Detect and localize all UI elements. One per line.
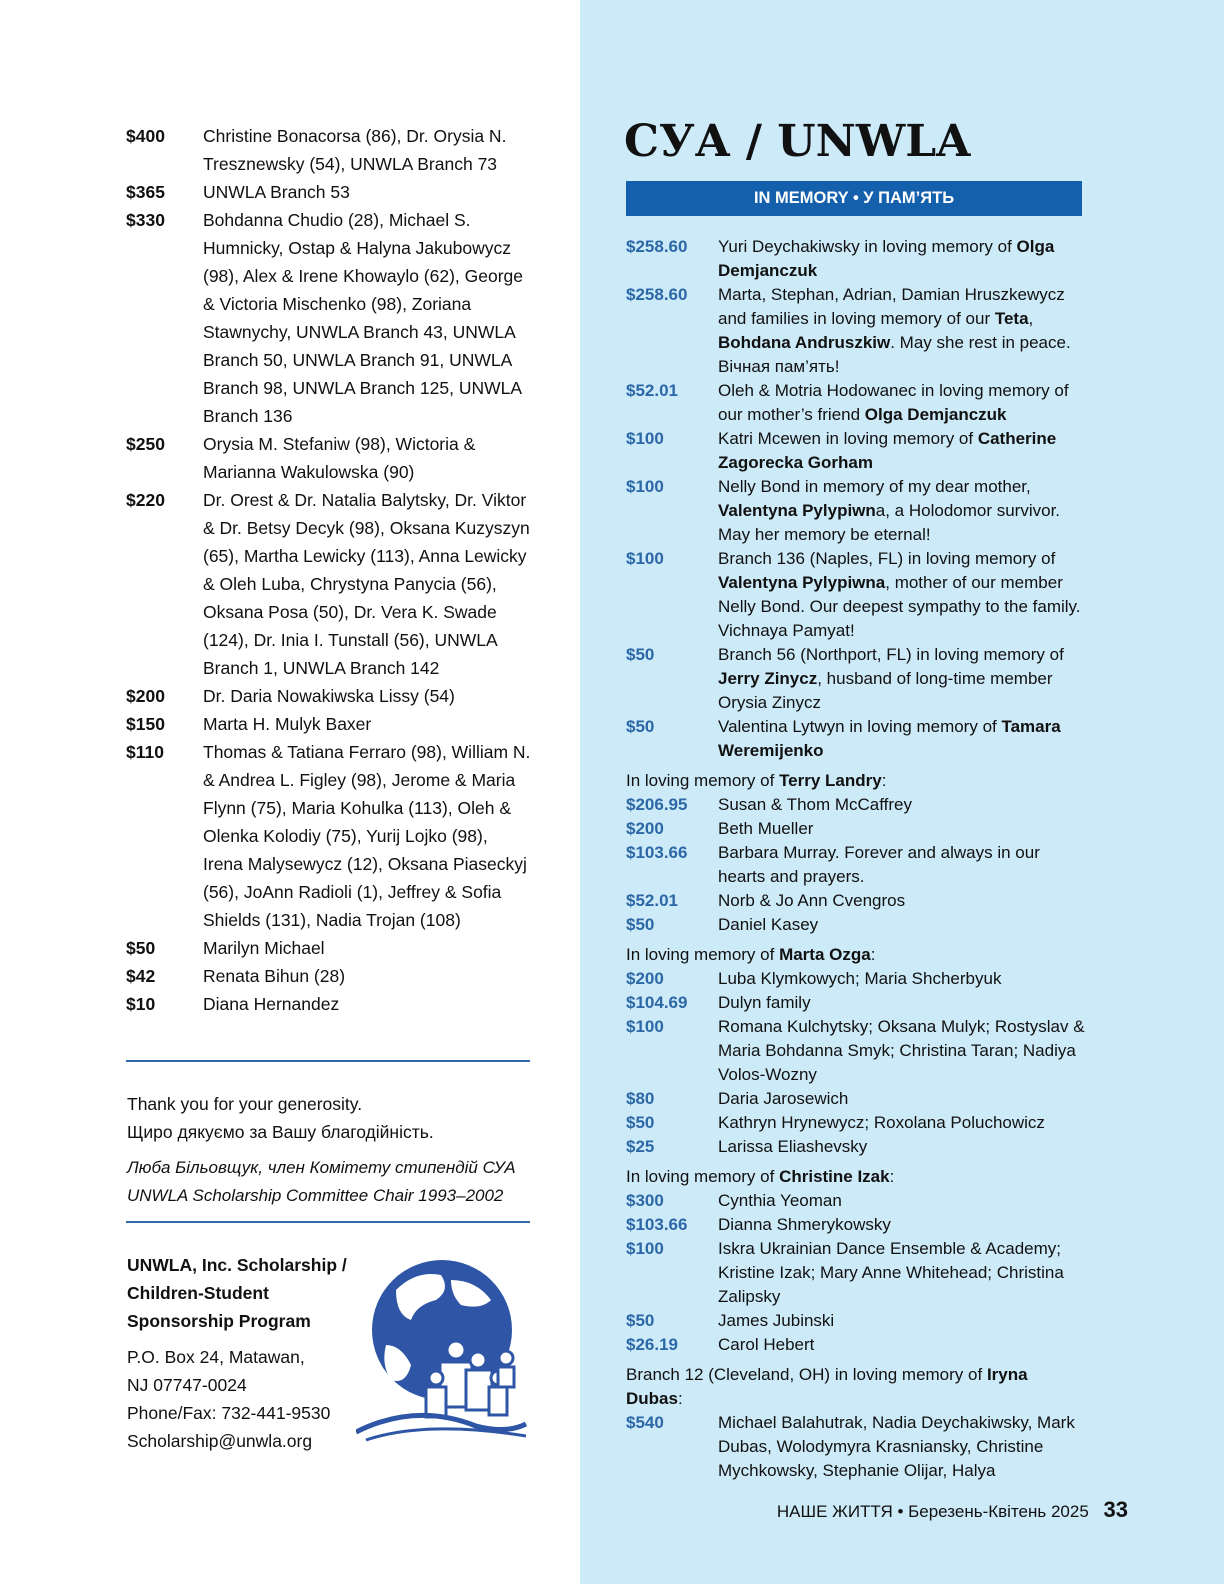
org-contact xyxy=(127,1251,367,1455)
group-honoree-name: Christine Izak xyxy=(779,1167,890,1186)
memorial-amount: $52.01 xyxy=(626,381,678,400)
memorial-text-part: Yuri Deychakiwsky in loving memory of xyxy=(718,237,1017,256)
org-address-2: NJ 07747-0024 xyxy=(127,1375,247,1395)
thanks-ua: Щиро дякуємо за Вашу благодійність. xyxy=(127,1122,434,1142)
group-names: Dulyn family xyxy=(718,993,811,1012)
group-header xyxy=(626,1363,1086,1411)
group-header xyxy=(626,769,1086,793)
group-names: Iskra Ukrainian Dance Ensemble & Academy; Kristine Izak; Mary Anne Whitehead; Christina Zalipsky xyxy=(718,1239,1064,1306)
memorial-row xyxy=(626,379,1086,427)
group-header-prefix: Branch 12 (Cleveland, OH) in loving memory of xyxy=(626,1365,987,1384)
group-honoree-name: Terry Landry xyxy=(779,771,882,790)
memorial-text xyxy=(718,427,1086,475)
group-amount: $540 xyxy=(626,1413,664,1432)
group-row xyxy=(626,913,1086,937)
donation-row xyxy=(126,430,531,486)
group-amount: $25 xyxy=(626,1137,655,1156)
group-header-prefix: In loving memory of xyxy=(626,945,780,964)
group-names: James Jubinski xyxy=(718,1311,835,1330)
page-footer xyxy=(777,1496,1128,1526)
group-row xyxy=(626,817,1086,841)
memorial-text xyxy=(718,475,1086,547)
memorial-text xyxy=(718,643,1086,715)
signature xyxy=(127,1154,547,1210)
memorial-text xyxy=(718,715,1086,763)
group-header xyxy=(626,943,1086,967)
honoree-name: Valentyna Pylypiwna xyxy=(718,573,886,592)
memorial-text-part: Katri Mcewen in loving memory of xyxy=(718,429,978,448)
memorial-row xyxy=(626,547,1086,643)
memorial-amount: $50 xyxy=(626,717,655,736)
donation-amount: $400 xyxy=(126,126,165,146)
group-names: Daria Jarosewich xyxy=(718,1089,849,1108)
donation-amount: $220 xyxy=(126,490,165,510)
donation-names: Bohdanna Chudio (28), Michael S. Humnicky, Ostap & Halyna Jakubowycz (98), Alex & Irene Khowaylo (62), George & Victoria Mischenko (98), Zoriana Stawnychy, UNWLA Branch 43, UNWLA Branch 50, UNWLA Branch 91, UNWLA Branch 98, UNWLA Branch 125, UNWLA Branch 136 xyxy=(203,210,524,426)
group-amount: $26.19 xyxy=(626,1335,678,1354)
group-amount: $100 xyxy=(626,1239,664,1258)
group-names: Romana Kulchytsky; Oksana Mulyk; Rostyslav & Maria Bohdanna Smyk; Christina Taran; Nadiya Volos-Wozny xyxy=(718,1017,1085,1084)
group-header-suffix: : xyxy=(881,771,887,790)
honoree-name: Jerry Zinycz xyxy=(718,669,818,688)
memorial-text-part: , mother of our member Nelly Bond. Our deepest sympathy to the family. Vichnaya Pamyat! xyxy=(718,573,1081,640)
group-names: Daniel Kasey xyxy=(718,915,819,934)
org-email[interactable]: Scholarship@unwla.org xyxy=(127,1431,313,1451)
donation-names: Christine Bonacorsa (86), Dr. Orysia N. Tresznewsky (54), UNWLA Branch 73 xyxy=(203,126,507,174)
group-amount: $104.69 xyxy=(626,993,688,1012)
donation-names: Thomas & Tatiana Ferraro (98), William N. & Andrea L. Figley (98), Jerome & Maria Flynn (75), Maria Kohulka (113), Oleh & Olenka Kolodiy (75), Yurij Lojko (98), Irena Malysewycz (12), Oksana Piaseckyj (56), JoAnn Radioli (1), Jeffrey & Sofia Shields (131), Nadia Trojan (108) xyxy=(203,742,531,930)
donation-row xyxy=(126,486,531,682)
group-names: Larissa Eliashevsky xyxy=(718,1137,868,1156)
donation-amount: $42 xyxy=(126,966,156,986)
donation-row xyxy=(126,178,531,206)
group-row xyxy=(626,1333,1086,1357)
memorial-text-part: Valentina Lytwyn in loving memory of xyxy=(718,717,1002,736)
group-amount: $50 xyxy=(626,1113,655,1132)
group-header-suffix: : xyxy=(870,945,876,964)
group-header-suffix: : xyxy=(889,1167,895,1186)
memorial-amount: $100 xyxy=(626,429,664,448)
group-row xyxy=(626,1135,1086,1159)
group-names: Susan & Thom McCaffrey xyxy=(718,795,913,814)
donation-names: Marta H. Mulyk Baxer xyxy=(203,714,372,734)
org-phone: Phone/Fax: 732-441-9530 xyxy=(127,1403,331,1423)
memorial-text xyxy=(718,379,1086,427)
memorial-amount: $258.60 xyxy=(626,285,688,304)
memorial-amount: $50 xyxy=(626,645,655,664)
group-amount: $200 xyxy=(626,819,664,838)
thanks-block xyxy=(127,1090,547,1210)
group-row xyxy=(626,1411,1086,1483)
memorial-text-part: Branch 56 (Northport, FL) in loving memory of xyxy=(718,645,1064,664)
footer-title: НАШЕ ЖИТТЯ • Березень-Квітень 2025 xyxy=(776,1502,1089,1521)
org-address-1: P.O. Box 24, Matawan, xyxy=(127,1347,305,1367)
donation-amount: $200 xyxy=(126,686,165,706)
memorial-row xyxy=(626,427,1086,475)
group-names: Carol Hebert xyxy=(718,1335,815,1354)
in-memory-banner: IN MEMORY • У ПАМ’ЯТЬ xyxy=(626,181,1082,216)
group-row xyxy=(626,1309,1086,1333)
memorials-list xyxy=(626,235,1086,1483)
group-row xyxy=(626,1087,1086,1111)
group-names: Kathryn Hrynewycz; Roxolana Poluchowicz xyxy=(718,1113,1045,1132)
group-amount: $103.66 xyxy=(626,1215,688,1234)
honoree-name: Olga Demjanczuk xyxy=(864,405,1007,424)
signature-en: UNWLA Scholarship Committee Chair 1993–2002 xyxy=(127,1186,504,1205)
honoree-name: Olga Demjanczuk xyxy=(718,237,1055,280)
group-amount: $300 xyxy=(626,1191,664,1210)
group-names: Dianna Shmerykowsky xyxy=(718,1215,891,1234)
donation-names: Diana Hernandez xyxy=(203,994,340,1014)
memorial-text-part: , xyxy=(1028,309,1034,328)
group-names: Beth Mueller xyxy=(718,819,814,838)
donation-row xyxy=(126,738,531,934)
honoree-name: Tamara Weremijenko xyxy=(718,717,1061,760)
group-amount: $50 xyxy=(626,915,655,934)
page-number: 33 xyxy=(1103,1497,1128,1522)
group-row xyxy=(626,841,1086,889)
group-header-prefix: In loving memory of xyxy=(626,771,780,790)
donation-row xyxy=(126,682,531,710)
globe-family-logo xyxy=(356,1250,532,1448)
group-row xyxy=(626,1015,1086,1087)
donation-row xyxy=(126,962,531,990)
group-header xyxy=(626,1165,1086,1189)
memorial-text-part: , husband of long-time member Orysia Zinycz xyxy=(718,669,1053,712)
group-header-prefix: In loving memory of xyxy=(626,1167,780,1186)
donation-amount: $50 xyxy=(126,938,156,958)
donation-names: Marilyn Michael xyxy=(203,938,325,958)
memorial-text-part: Nelly Bond in memory of my dear mother, xyxy=(718,477,1031,496)
group-row xyxy=(626,1213,1086,1237)
honoree-name: Bohdana Andruszkiw xyxy=(718,333,891,352)
group-row xyxy=(626,967,1086,991)
donation-amount: $250 xyxy=(126,434,165,454)
group-names: Cynthia Yeoman xyxy=(718,1191,842,1210)
group-row xyxy=(626,793,1086,817)
donation-amount: $110 xyxy=(126,742,164,762)
honoree-name: Valentyna Pylypiwn xyxy=(718,501,876,520)
donation-names: Dr. Daria Nowakiwska Lissy (54) xyxy=(203,686,455,706)
donation-names: UNWLA Branch 53 xyxy=(203,182,350,202)
org-name-3: Sponsorship Program xyxy=(127,1311,311,1331)
memorial-row xyxy=(626,283,1086,379)
memorial-amount: $100 xyxy=(626,477,664,496)
donation-names: Dr. Orest & Dr. Natalia Balytsky, Dr. Viktor & Dr. Betsy Decyk (98), Oksana Kuzyszyn (65), Martha Lewicky (113), Anna Lewicky & Oleh Luba, Chrystyna Panycia (56), Oksana Posa (50), Dr. Vera K. Swade (124), Dr. Inia I. Tunstall (56), UNWLA Branch 1, UNWLA Branch 142 xyxy=(203,490,530,678)
group-names: Norb & Jo Ann Cvengros xyxy=(718,891,906,910)
memorial-row xyxy=(626,475,1086,547)
page-title: СУА / UNWLA xyxy=(624,116,971,167)
group-amount: $103.66 xyxy=(626,843,688,862)
org-name-2: Children-Student xyxy=(127,1283,269,1303)
donation-amount: $330 xyxy=(126,210,165,230)
memorial-row xyxy=(626,235,1086,283)
org-name-1: UNWLA, Inc. Scholarship / xyxy=(127,1255,347,1275)
memorial-text xyxy=(718,547,1086,643)
donation-names: Orysia M. Stefaniw (98), Wictoria & Marianna Wakulowska (90) xyxy=(203,434,476,482)
memorial-text-part: Branch 136 (Naples, FL) in loving memory of xyxy=(718,549,1056,568)
group-names: Michael Balahutrak, Nadia Deychakiwsky, Mark Dubas, Wolodymyra Krasniansky, Christine Mychkowsky, Stephanie Olijar, Halya xyxy=(718,1413,1075,1480)
group-amount: $50 xyxy=(626,1311,655,1330)
honoree-name: Teta xyxy=(994,309,1029,328)
donation-names: Renata Bihun (28) xyxy=(203,966,346,986)
donation-row xyxy=(126,710,531,738)
group-row xyxy=(626,1237,1086,1309)
memorial-amount: $100 xyxy=(626,549,664,568)
memorial-row xyxy=(626,643,1086,715)
group-amount: $200 xyxy=(626,969,664,988)
honoree-name: Catherine Zagorecka Gorham xyxy=(718,429,1057,472)
memorial-text xyxy=(718,235,1086,283)
memorial-text-part: a, a Holodomor survivor. May her memory be eternal! xyxy=(718,501,1061,544)
group-amount: $80 xyxy=(626,1089,655,1108)
group-row xyxy=(626,889,1086,913)
group-honoree-name: Iryna Dubas xyxy=(626,1365,1028,1408)
divider-bottom xyxy=(126,1221,530,1223)
signature-ua: Люба Більовщук, член Комітету стипендій СУА xyxy=(127,1158,516,1177)
thanks-en: Thank you for your generosity. xyxy=(127,1094,363,1114)
group-honoree-name: Marta Ozga xyxy=(779,945,871,964)
memorial-text-part: Oleh & Motria Hodowanec in loving memory of our mother’s friend xyxy=(718,381,1069,424)
memorial-amount: $258.60 xyxy=(626,237,688,256)
donation-row xyxy=(126,122,531,178)
donation-row xyxy=(126,934,531,962)
memorial-text-part: . May she rest in peace. Вічная пам’ять! xyxy=(718,333,1071,376)
group-amount: $100 xyxy=(626,1017,664,1036)
group-row xyxy=(626,991,1086,1015)
group-amount: $52.01 xyxy=(626,891,678,910)
donation-row xyxy=(126,990,531,1018)
memorial-text xyxy=(718,283,1086,379)
group-names: Barbara Murray. Forever and always in our hearts and prayers. xyxy=(718,843,1040,886)
group-row xyxy=(626,1111,1086,1135)
memorial-text-part: Marta, Stephan, Adrian, Damian Hruszkewycz and families in loving memory of our xyxy=(718,285,1065,328)
group-names: Luba Klymkowych; Maria Shcherbyuk xyxy=(718,969,1002,988)
divider-top xyxy=(126,1060,530,1062)
donation-amount: $365 xyxy=(126,182,165,202)
group-amount: $206.95 xyxy=(626,795,688,814)
donation-row xyxy=(126,206,531,430)
donation-amount: $150 xyxy=(126,714,165,734)
group-header-suffix: : xyxy=(677,1389,683,1408)
donations-list xyxy=(126,122,531,1018)
group-row xyxy=(626,1189,1086,1213)
donation-amount: $10 xyxy=(126,994,156,1014)
memorial-row xyxy=(626,715,1086,763)
